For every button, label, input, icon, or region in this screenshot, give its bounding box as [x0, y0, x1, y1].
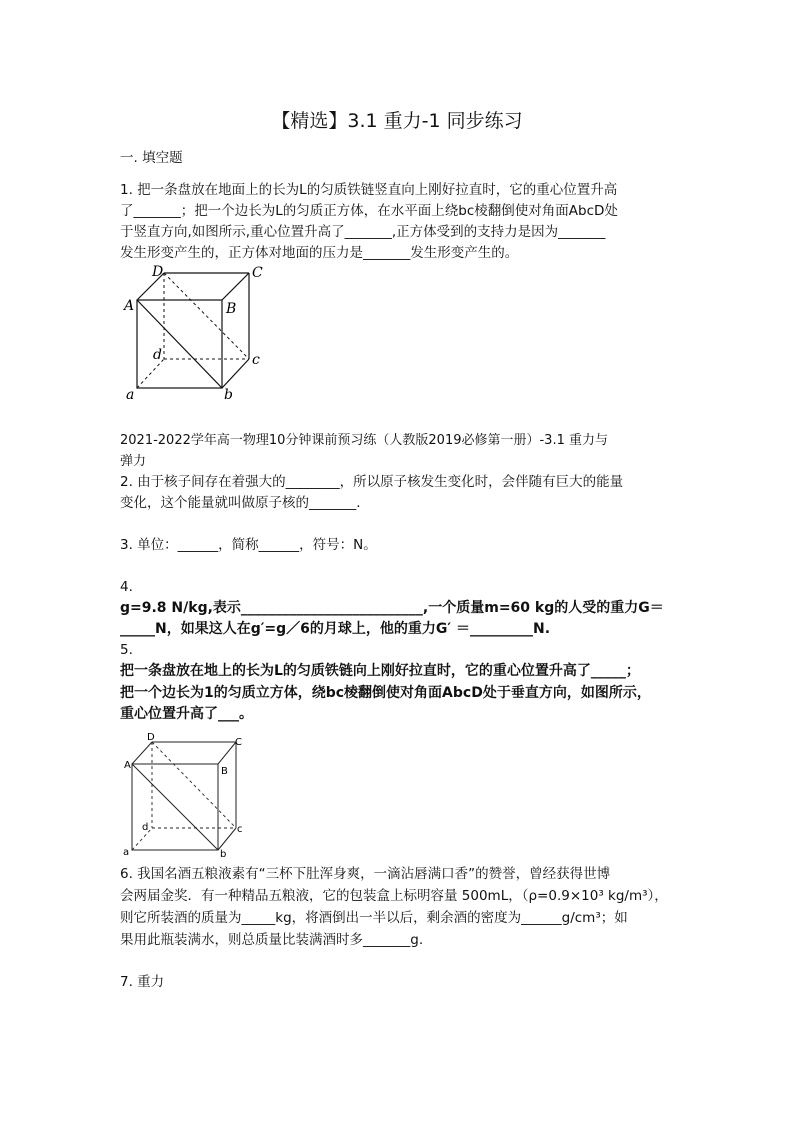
cube2-label-C: C [235, 737, 242, 748]
q7-line1: 7. 重力 [120, 974, 165, 990]
q3-line1: 3. 单位：______，简称______，符号：N。 [120, 537, 377, 553]
q6-line3: 则它所装酒的质量为_____kg，将酒倒出一半以后，剩余酒的密度为______g/cm³；如 [120, 910, 628, 926]
cube-figure-2 [118, 728, 253, 858]
cube1-label-C: C [252, 265, 263, 281]
q4-line1: g=9.8 N/kg,表示__________________________,一个质量m=60 kg的人受的重力G＝ [120, 600, 664, 616]
cube-figure-1 [118, 262, 278, 404]
cube1-label-b: b [224, 387, 233, 403]
cube2-label-d: d [142, 822, 149, 833]
q1-line1: 1. 把一条盘放在地面上的长为L的匀质铁链竖直向上刚好拉直时，它的重心位置升高 [120, 182, 618, 198]
cube2-label-c: c [237, 824, 243, 835]
q6-line2: 会两届金奖．有一种精品五粮液，它的包装盒上标明容量 500mL，（ρ=0.9×10³ kg/m³）， [120, 888, 668, 904]
cube1-label-B: B [226, 301, 237, 317]
cube2-diagonal-Dc [152, 742, 236, 828]
q2-line2: 变化，这个能量就叫做原子核的_______. [120, 495, 361, 511]
source-line2: 弹力 [120, 454, 147, 469]
cube1-label-c: c [252, 352, 260, 368]
cube2-label-D: D [147, 732, 155, 743]
q4-line2: _____N，如果这人在g′=g／6的月球上，他的重力G′ ＝_________N. [120, 621, 551, 637]
q2-line1: 2. 由于核子间存在着强大的________，所以原子核发生变化时，会伴随有巨大的能量 [120, 474, 624, 490]
q5-number: 5. [120, 642, 133, 658]
cube2-label-b: b [220, 849, 227, 858]
section-heading: 一. 填空题 [120, 150, 183, 166]
q1-line3: 于竖直方向,如图所示,重心位置升高了_______,正方体受到的支持力是因为_______ [120, 224, 606, 240]
page-title: 【精选】3.1 重力-1 同步练习 [271, 110, 523, 132]
cube1-label-D: D [152, 264, 164, 280]
q5-line3: 重心位置升高了___。 [120, 706, 253, 722]
cube1-label-a: a [126, 387, 135, 403]
cube2-label-B: B [221, 766, 228, 777]
q5-line2: 把一个边长为1的匀质立方体，绕bc棱翻倒使对角面AbcD处于垂直方向，如图所示， [120, 685, 651, 701]
q6-line4: 果用此瓶装满水，则总质量比装满酒时多_______g. [120, 932, 424, 948]
q5-line1: 把一条盘放在地上的长为L的匀质铁链向上刚好拉直时，它的重心位置升高了_____； [120, 663, 640, 679]
cube2-label-a: a [123, 847, 130, 858]
cube1-label-d: d [153, 347, 162, 363]
q1-line4: 发生形变产生的，正方体对地面的压力是_______发生形变产生的。 [120, 245, 519, 261]
source-line1: 2021-2022学年高一物理10分钟课前预习练（人教版2019必修第一册）-3.1 重力与 [120, 433, 608, 448]
q1-line2: 了_______；把一个边长为L的匀质正方体，在水平面上绕bc棱翻倒使对角面AbcD处 [120, 203, 618, 219]
cube1-label-A: A [124, 298, 135, 314]
cube2-label-A: A [124, 760, 131, 771]
cube2-diagonal-Ab [132, 764, 218, 850]
q6-line1: 6. 我国名酒五粮液素有“三杯下肚浑身爽，一滴沾唇满口香”的赞誉，曾经获得世博 [120, 866, 611, 882]
q4-number: 4. [120, 579, 133, 595]
